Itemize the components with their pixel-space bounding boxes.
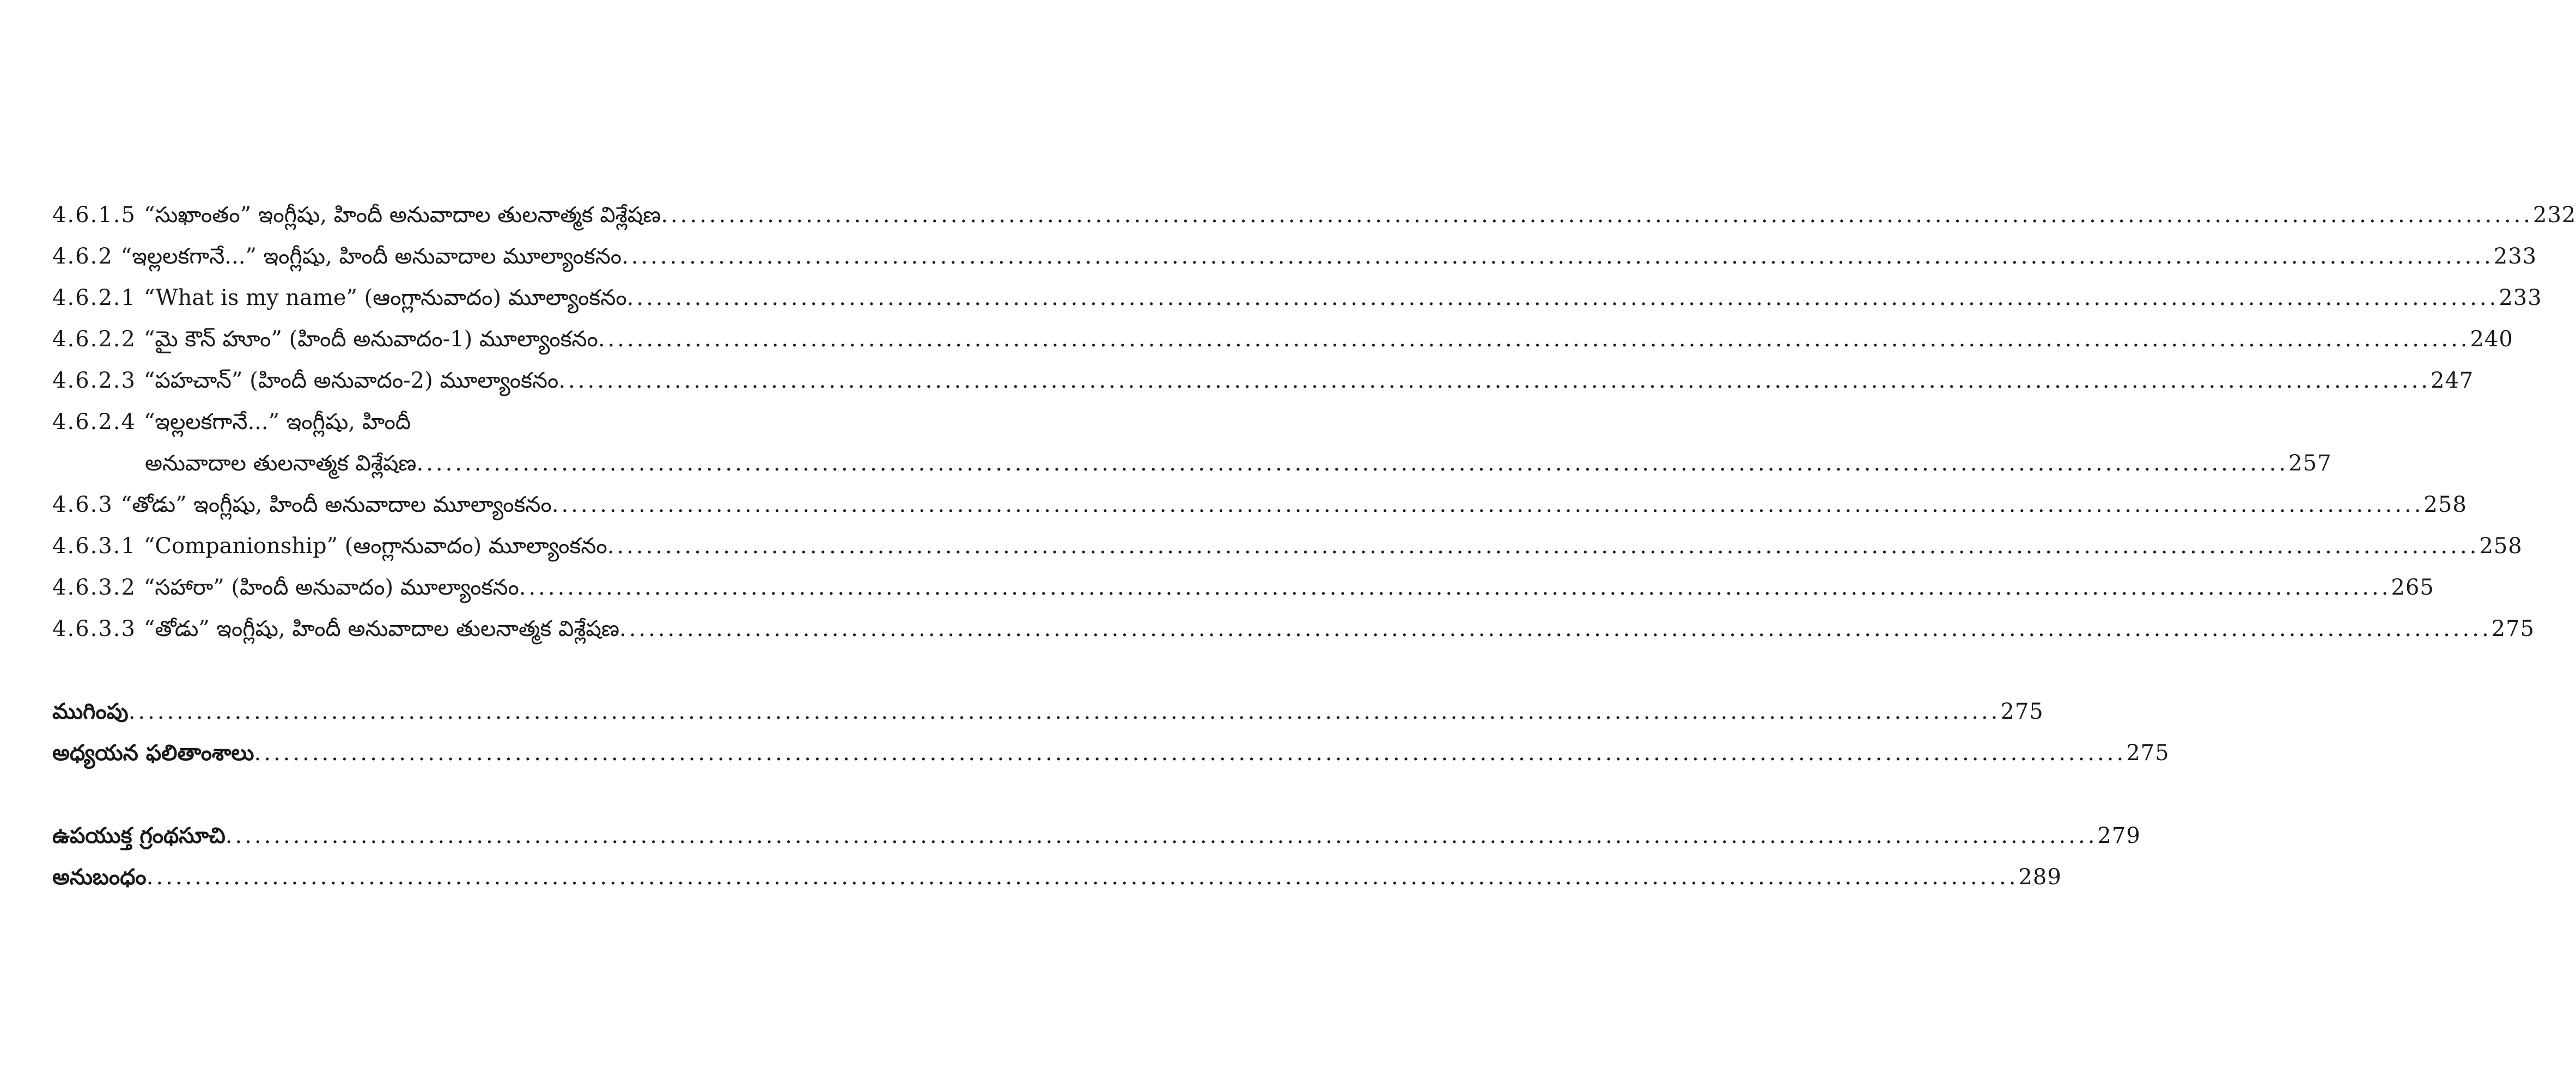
entry-page: 240 [2470, 327, 2513, 352]
entry-page: 258 [2423, 492, 2467, 517]
leader-dots [519, 567, 2391, 608]
entry-title: “ఇల్లలకగానే...” ఇంగ్లీషు, హిందీ [143, 409, 411, 435]
leader-dots [622, 236, 2494, 277]
entry-title: “సుఖాంతం” ఇంగ్లీషు, హిందీ అనువాదాల తులనాత్మక విశ్లేషణ [143, 203, 661, 228]
entry-page: 233 [2499, 285, 2542, 310]
entry-page: 289 [2018, 865, 2062, 890]
entry-page: 265 [2391, 575, 2434, 600]
entry-page: 275 [2491, 616, 2535, 641]
toc-entry-bibliography[interactable] [52, 815, 2141, 856]
toc-entry[interactable] [52, 319, 2513, 360]
toc-entry[interactable] [52, 360, 2474, 401]
entry-page: 258 [2479, 534, 2523, 559]
leader-dots [254, 732, 2127, 774]
entry-page: 257 [2288, 451, 2332, 476]
leader-dots [627, 277, 2499, 319]
entry-page: 233 [2493, 244, 2537, 269]
toc-entry-continuation[interactable] [52, 443, 2332, 484]
entry-page: 279 [2097, 823, 2141, 848]
entry-title: “What is my name” (ఆంగ్లానువాదం) మూల్యాంకనం [143, 285, 627, 310]
entry-title: “తోడు” ఇంగ్లీషు, హిందీ అనువాదాల మూల్యాంకనం [120, 492, 552, 517]
toc-entry[interactable] [52, 608, 2535, 650]
entry-number: 4.6.3.2 [52, 575, 136, 600]
entry-number: 4.6.2.3 [52, 368, 136, 393]
entry-number: 4.6.2 [52, 244, 113, 269]
toc-entry-conclusion[interactable] [52, 691, 2044, 732]
entry-number: 4.6.1.5 [52, 203, 136, 228]
entry-title: “తోడు” ఇంగ్లీషు, హిందీ అనువాదాల తులనాత్మక విశ్లేషణ [143, 616, 619, 641]
section-gap [52, 774, 775, 815]
entry-title: ఉపయుక్త గ్రంథసూచి [52, 823, 226, 848]
entry-page: 247 [2431, 368, 2474, 393]
section-gap [52, 650, 775, 691]
toc-entry-appendix[interactable] [52, 856, 2062, 898]
entry-number: 4.6.3.1 [52, 534, 136, 559]
leader-dots [416, 443, 2288, 484]
leader-dots [598, 319, 2470, 360]
entry-title: ముగింపు [52, 699, 129, 724]
entry-title: “ఇల్లలకగానే...” ఇంగ్లీషు, హిందీ అనువాదాల మూల్యాంకనం [120, 244, 622, 269]
toc-entry-findings[interactable] [52, 732, 2170, 774]
entry-title: “మై కౌన్ హూం” (హిందీ అనువాదం-1) మూల్యాంకనం [143, 327, 598, 352]
leader-dots [558, 360, 2431, 401]
toc-entry[interactable] [52, 277, 2542, 319]
entry-page: 232 [2533, 203, 2576, 228]
entry-title: అనుబంధం [52, 864, 147, 890]
table-of-contents [52, 194, 2576, 898]
entry-number: 4.6.2.1 [52, 285, 136, 310]
leader-dots [147, 856, 2019, 898]
entry-number: 4.6.3 [52, 492, 113, 517]
leader-dots [607, 525, 2480, 567]
entry-number: 4.6.2.2 [52, 327, 136, 352]
leader-dots [619, 608, 2492, 650]
leader-dots [661, 194, 2533, 236]
leader-dots [226, 815, 2098, 856]
entry-title-continued: అనువాదాల తులనాత్మక విశ్లేషణ [145, 451, 417, 476]
leader-dots [129, 691, 2001, 732]
entry-title: “Companionship” (ఆంగ్లానువాదం) మూల్యాంకనం [143, 534, 607, 559]
entry-page: 275 [2000, 699, 2044, 724]
entry-title: “పహచాన్” (హిందీ అనువాదం-2) మూల్యాంకనం [143, 368, 559, 393]
toc-entry[interactable] [52, 567, 2434, 608]
toc-entry[interactable] [52, 236, 2537, 277]
toc-entry[interactable] [52, 484, 2467, 525]
entry-page: 275 [2126, 741, 2170, 766]
toc-entry-first-line[interactable] [52, 401, 775, 443]
entry-number: 4.6.3.3 [52, 616, 136, 641]
entry-title: “సహారా” (హిందీ అనువాదం) మూల్యాంకనం [143, 575, 519, 600]
toc-entry[interactable] [52, 194, 2576, 236]
leader-dots [552, 484, 2424, 525]
entry-number: 4.6.2.4 [52, 409, 136, 435]
entry-title: అధ్యయన ఫలితాంశాలు [52, 740, 254, 766]
toc-entry[interactable] [52, 525, 2523, 567]
